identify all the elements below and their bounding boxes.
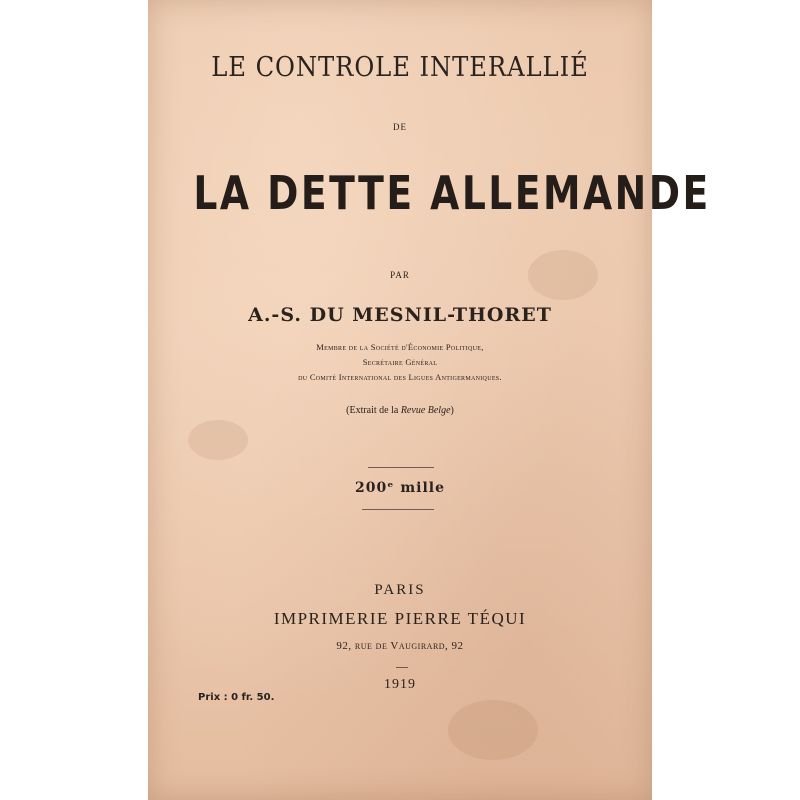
title-top: LE CONTROLE INTERALLIÉ: [211, 52, 589, 83]
author-name: A.-S. DU MESNIL-THORET: [248, 304, 552, 326]
publisher-address: 92, rue de Vaugirard, 92: [336, 640, 464, 652]
author-credits: [148, 340, 652, 385]
title-connector: DE: [393, 122, 407, 132]
divider-bottom: [362, 509, 434, 510]
main-title: LA DETTE ALLEMANDE: [193, 166, 711, 220]
credit-line: du Comité International des Ligues Antigermaniques.: [298, 372, 502, 382]
divider-dash: [396, 667, 408, 668]
credit-line: Secrétaire Général: [362, 357, 438, 367]
publication-year: 1919: [384, 677, 416, 692]
divider-top: [368, 467, 434, 468]
book-cover: [148, 0, 711, 800]
extract-suffix: ): [450, 405, 454, 416]
edition-count: 200ᵉ mille: [355, 480, 445, 496]
extract-source: Revue Belge: [400, 405, 451, 416]
paper-stain: [448, 700, 538, 760]
extract-note: [148, 405, 652, 416]
price-label: Prix : 0 fr. 50.: [198, 692, 275, 703]
paper-stain: [188, 420, 248, 460]
extract-prefix: (Extrait de la: [346, 405, 401, 416]
credit-line: Membre de la Société d'Économie Politique,: [316, 342, 484, 352]
byline-par: PAR: [390, 270, 410, 280]
publisher-name: IMPRIMERIE PIERRE TÉQUI: [273, 609, 527, 628]
publication-city: PARIS: [374, 582, 426, 598]
